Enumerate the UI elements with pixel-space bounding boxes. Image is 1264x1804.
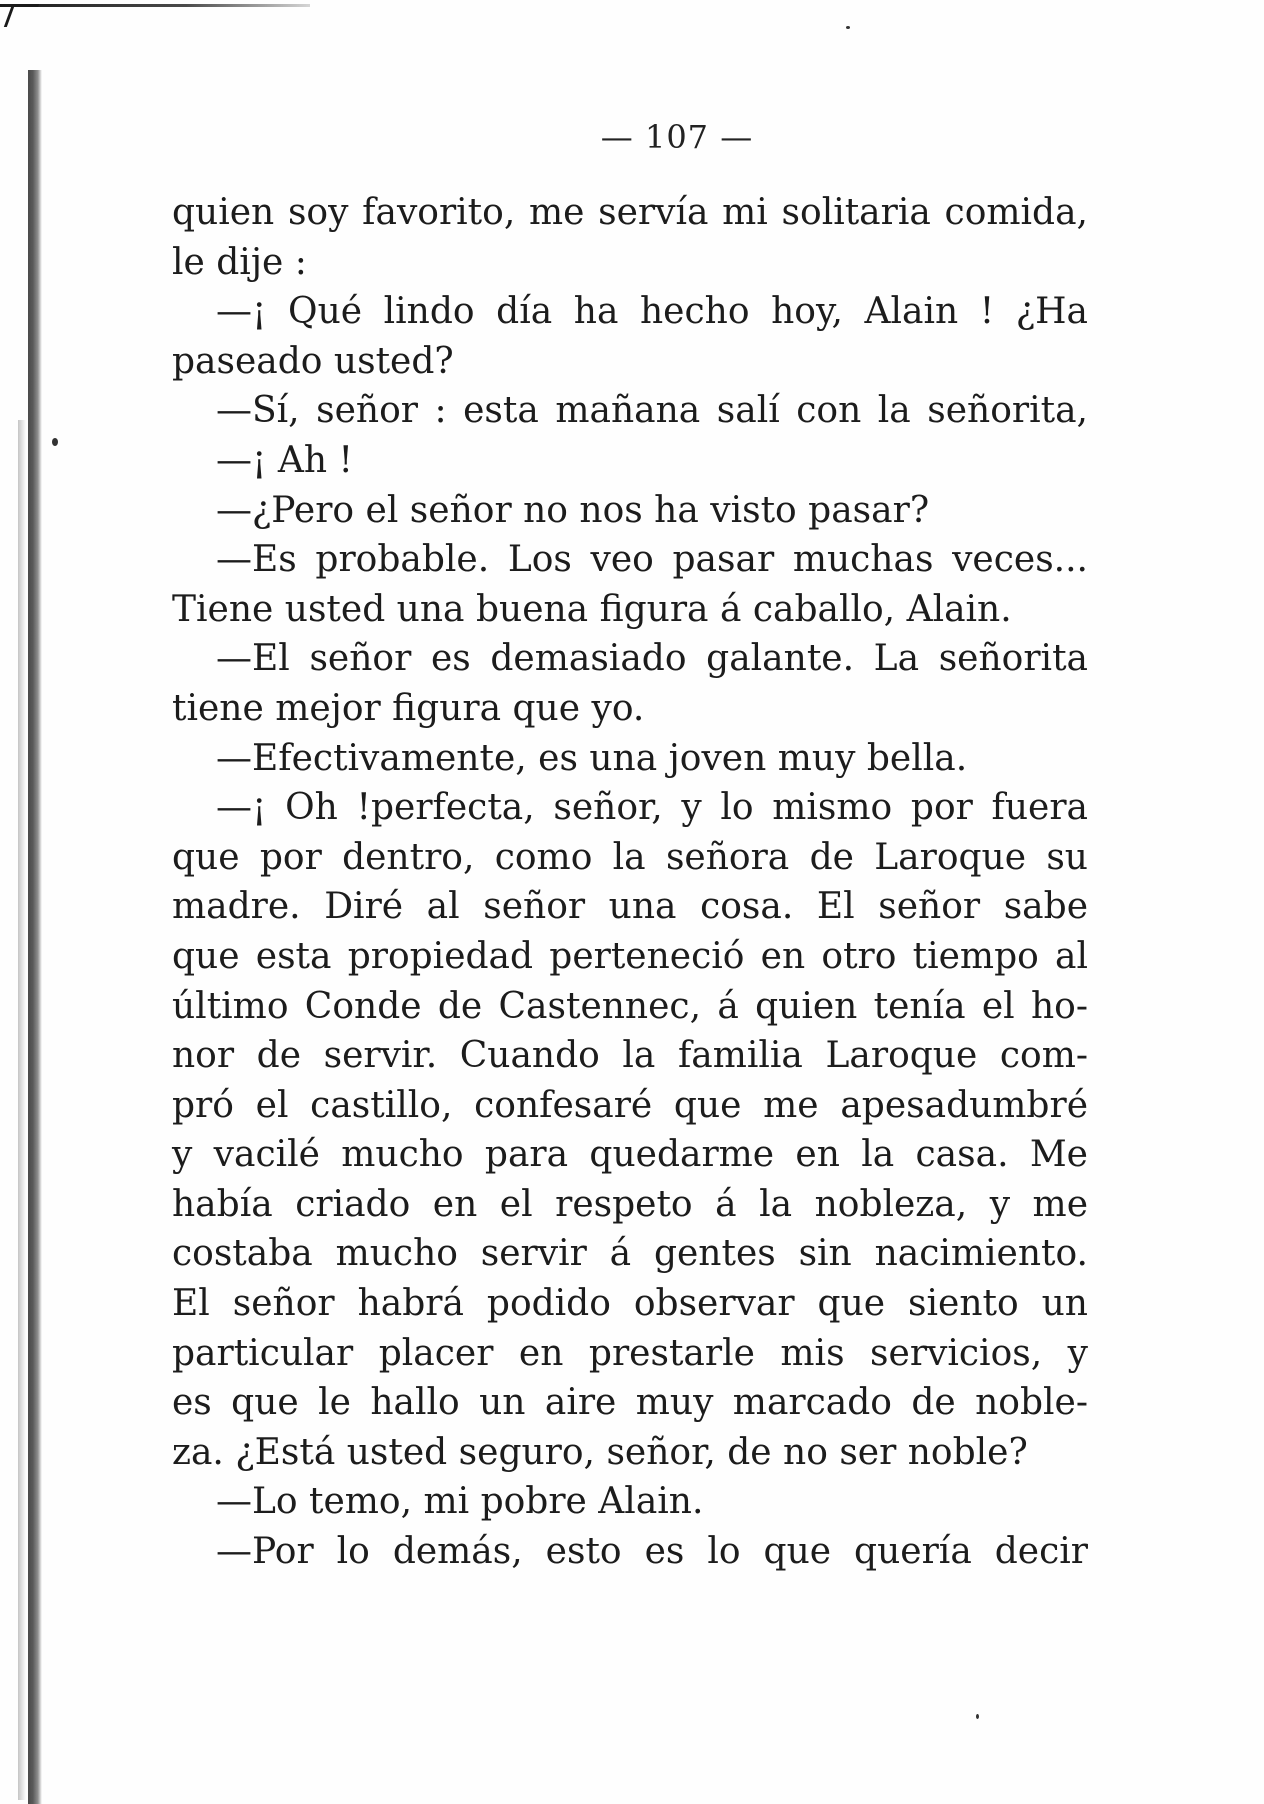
text-line: quien soy favorito, me servía mi solitaria comida,: [172, 192, 1088, 233]
text-line: za. ¿Está usted seguro, señor, de no ser noble?: [172, 1431, 1028, 1473]
text-line: que por dentro, como la señora de Laroque su: [172, 836, 1088, 878]
book-spine-shadow-soft: [18, 420, 26, 1800]
scan-edge-top: [0, 4, 310, 7]
text-line: —Por lo demás, esto es lo que quería decir: [216, 1531, 1088, 1573]
text-line: El señor habrá podido observar que siento un: [172, 1283, 1088, 1325]
text-line: y vacilé mucho para quedarme en la casa. Me: [172, 1134, 1088, 1176]
book-spine-shadow: [28, 70, 42, 1804]
text-line: —El señor es demasiado galante. La señorita: [216, 638, 1088, 680]
text-line: —Es probable. Los veo pasar muchas veces...: [216, 539, 1088, 581]
text-line: nor de servir. Cuando la familia Laroque com-: [172, 1035, 1088, 1077]
page-number: — 107 —: [600, 118, 754, 156]
text-line: —Sí, señor : esta mañana salí con la señorita,: [216, 390, 1088, 432]
text-line: que esta propiedad perteneció en otro tiempo al: [172, 935, 1088, 977]
scan-edge-corner: [4, 4, 39, 27]
text-line: pró el castillo, confesaré que me apesadumbré: [172, 1084, 1088, 1126]
text-line: paseado usted?: [172, 340, 454, 382]
text-line: —Efectivamente, es una joven muy bella.: [216, 737, 968, 779]
text-line: le dije :: [172, 241, 307, 283]
text-line: particular placer en prestarle mis servicios, y: [172, 1332, 1088, 1374]
ink-speck: [846, 26, 850, 29]
text-line: —¡ Oh !perfecta, señor, y lo mismo por fuera: [216, 787, 1088, 829]
ink-speck: [52, 438, 58, 446]
text-line: —Lo temo, mi pobre Alain.: [216, 1481, 704, 1523]
text-line: —¡ Qué lindo día ha hecho hoy, Alain ! ¿Ha: [216, 291, 1088, 333]
text-line: madre. Diré al señor una cosa. El señor sabe: [172, 886, 1088, 928]
text-line: Tiene usted una buena figura á caballo, Alain.: [172, 588, 1012, 630]
text-line: había criado en el respeto á la nobleza, y me: [172, 1183, 1088, 1225]
text-line: tiene mejor figura que yo.: [172, 687, 645, 729]
text-line: —¡ Ah !: [216, 439, 354, 481]
ink-speck: [976, 1714, 979, 1719]
text-line: es que le hallo un aire muy marcado de noble-: [172, 1382, 1088, 1424]
body-text: [172, 188, 1088, 1577]
text-line: último Conde de Castennec, á quien tenía el ho-: [172, 985, 1088, 1027]
text-line: —¿Pero el señor no nos ha visto pasar?: [216, 489, 930, 531]
text-line: costaba mucho servir á gentes sin nacimiento.: [172, 1233, 1088, 1275]
